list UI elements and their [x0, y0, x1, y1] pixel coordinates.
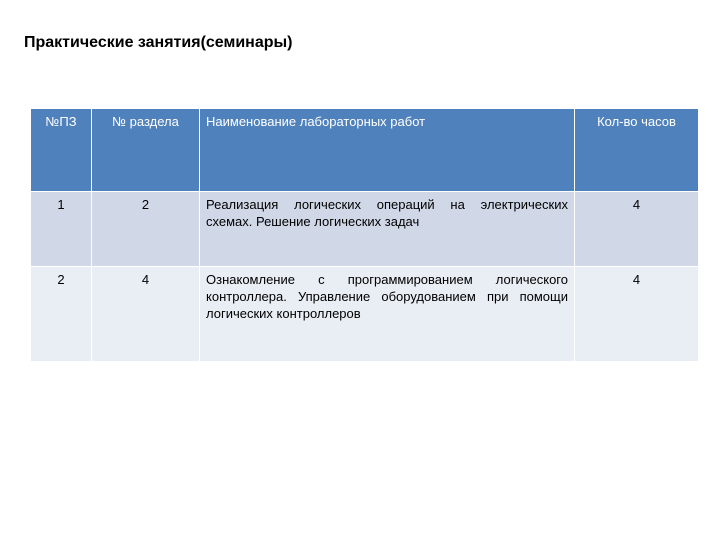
cell-hours: 4 [575, 267, 699, 362]
cell-name: Ознакомление с программированием логического контроллера. Управление оборудованием при помощи логических контроллеров [200, 267, 575, 362]
table-row [31, 192, 699, 267]
header-section: № раздела [92, 109, 200, 192]
cell-no: 1 [31, 192, 92, 267]
cell-no: 2 [31, 267, 92, 362]
cell-section: 2 [92, 192, 200, 267]
cell-section: 4 [92, 267, 200, 362]
table-header-row [31, 109, 699, 192]
header-no: №ПЗ [31, 109, 92, 192]
header-hours: Кол-во часов [575, 109, 699, 192]
seminars-table [30, 108, 699, 362]
page-title: Практические занятия(семинары) [24, 34, 293, 51]
cell-name: Реализация логических операций на электрических схемах. Решение логических задач [200, 192, 575, 267]
cell-hours: 4 [575, 192, 699, 267]
table-row [31, 267, 699, 362]
header-name: Наименование лабораторных работ [200, 109, 575, 192]
